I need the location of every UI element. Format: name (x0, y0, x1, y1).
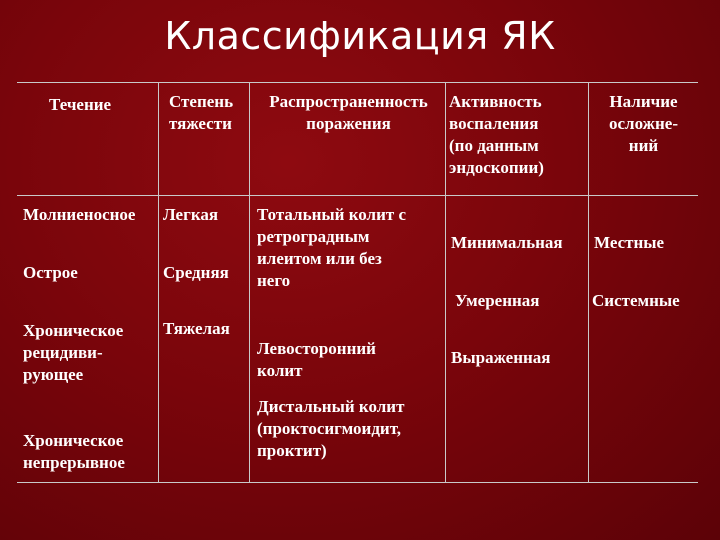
column-divider-3 (445, 82, 446, 482)
table-bottom-rule (17, 482, 698, 483)
classification-table (17, 82, 698, 482)
activity-item: Минимальная (451, 233, 563, 252)
header-complications: Наличие осложне- ний (609, 92, 678, 155)
header-bottom-rule (17, 195, 698, 196)
extent-item: Дистальный колит (проктосигмоидит, проктит) (257, 397, 405, 460)
course-item: Хроническое рецидиви- рующее (23, 321, 124, 384)
complications-item: Системные (592, 291, 680, 310)
course-item: Молниеносное (23, 205, 136, 224)
header-course: Течение (49, 95, 112, 114)
course-item: Острое (23, 263, 78, 282)
severity-item: Легкая (163, 205, 219, 224)
column-divider-1 (158, 82, 159, 482)
extent-item: Левосторонний колит (257, 339, 376, 380)
extent-item: Тотальный колит с ретроградным илеитом или без него (257, 205, 407, 290)
activity-item: Умеренная (455, 291, 540, 310)
header-extent: Распространенность поражения (269, 92, 428, 133)
severity-item: Тяжелая (163, 319, 230, 338)
table-top-rule (17, 82, 698, 83)
header-severity: Степень тяжести (169, 92, 234, 133)
slide-title: Классификация ЯК (164, 14, 556, 58)
column-divider-2 (249, 82, 250, 482)
header-activity: Активность воспаления (по данным эндоскопии) (449, 92, 544, 177)
complications-item: Местные (594, 233, 665, 252)
column-divider-4 (588, 82, 589, 482)
severity-item: Средняя (163, 263, 229, 282)
course-item: Хроническое непрерывное (23, 431, 125, 472)
activity-item: Выраженная (451, 348, 551, 367)
